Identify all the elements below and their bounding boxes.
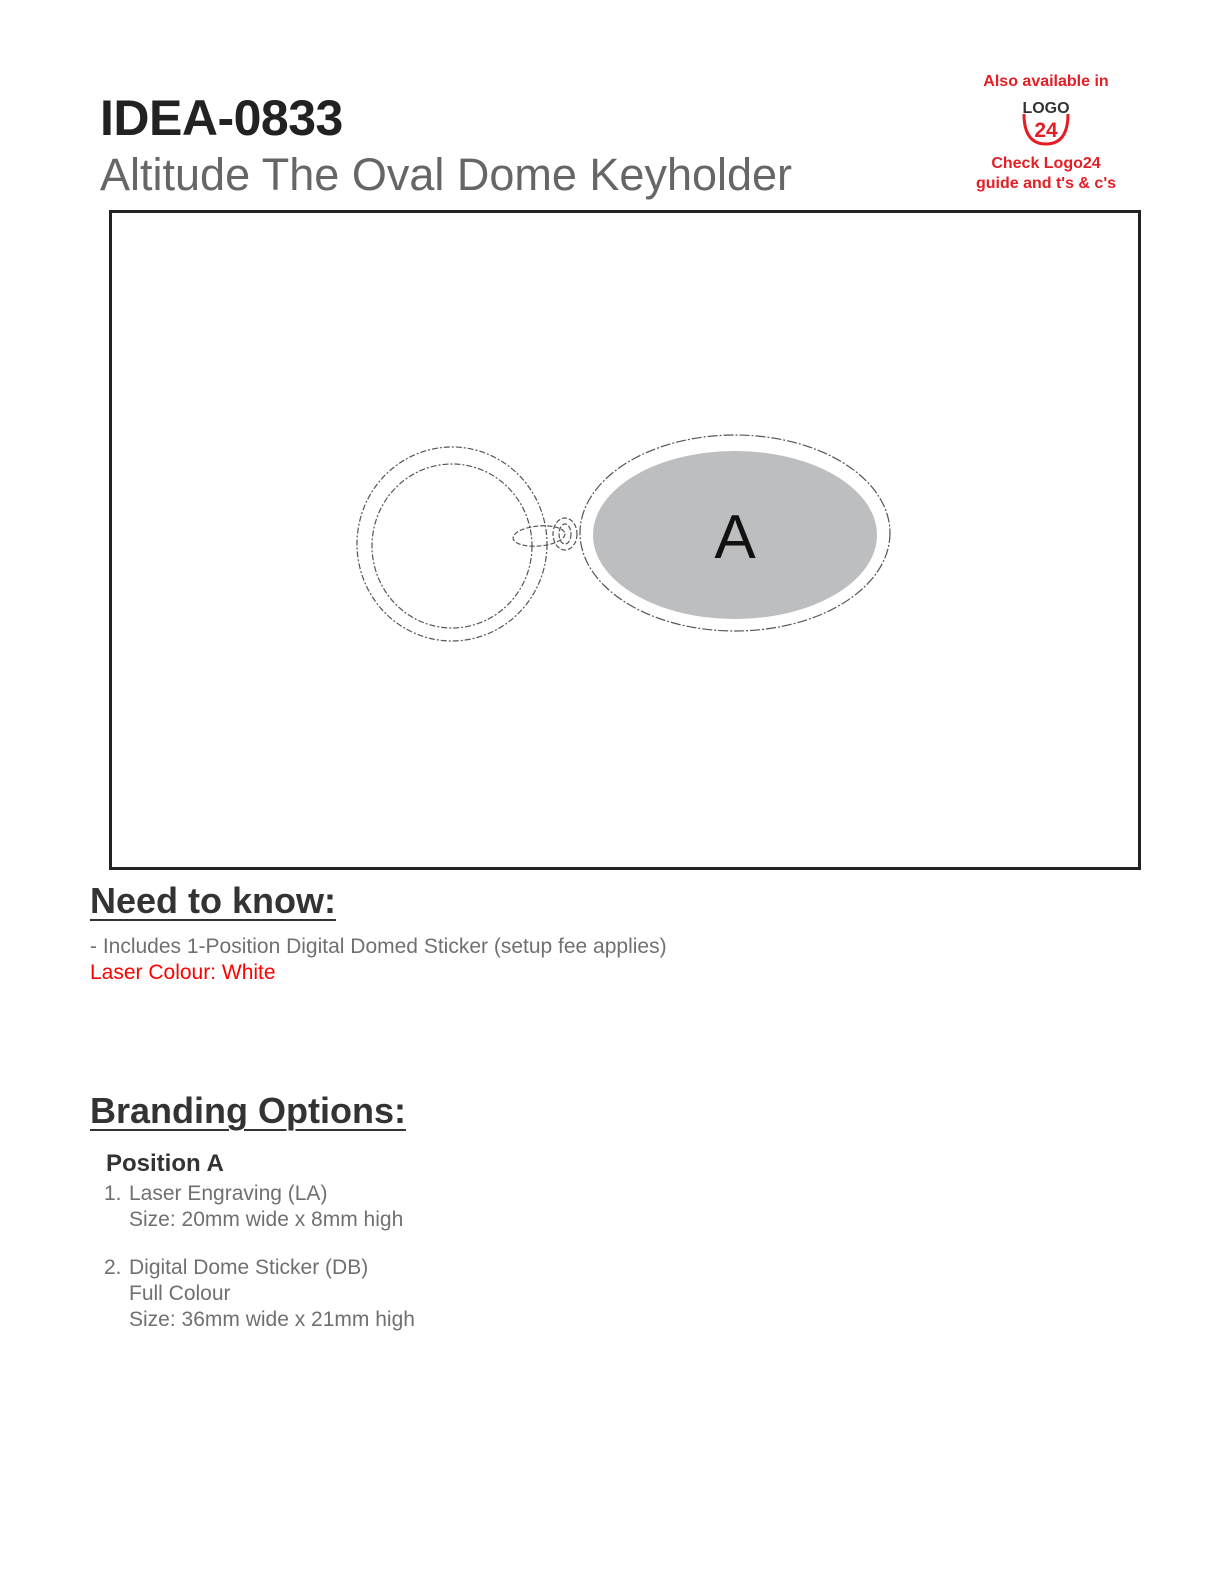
badge-line-guide: guide and t's & c's [975, 175, 1117, 192]
position-a-title: Position A [106, 1150, 224, 1177]
position-a-label: A [714, 503, 756, 572]
logo24-logo-text: LOGO [1022, 100, 1070, 117]
product-name: Altitude The Oval Dome Keyholder [100, 149, 793, 200]
product-code: IDEA-0833 [100, 90, 343, 146]
badge-line-check: Check Logo24 [991, 155, 1101, 172]
need-to-know-list [90, 934, 667, 986]
branding-option [104, 1181, 415, 1233]
option-method: Digital Dome Sticker (DB) [129, 1256, 369, 1279]
product-illustration-frame [109, 210, 1141, 870]
option-method: Laser Engraving (LA) [129, 1182, 328, 1205]
logo24-logo-number: 24 [1034, 119, 1058, 142]
option-size: Size: 36mm wide x 21mm high [129, 1308, 415, 1331]
option-size: Size: 20mm wide x 8mm high [129, 1208, 404, 1231]
branding-options-list [104, 1181, 415, 1355]
need-to-know-title: Need to know: [90, 880, 337, 921]
option-number: 2. [104, 1256, 122, 1279]
option-detail: Full Colour [129, 1282, 231, 1305]
keyholder-illustration [112, 213, 1138, 867]
branding-option [104, 1255, 415, 1333]
logo24-badge [946, 72, 1146, 194]
badge-line-available: Also available in [983, 73, 1109, 90]
need-to-know-item: - Includes 1-Position Digital Domed Sticker (setup fee applies) [90, 935, 667, 958]
logo24-logo [1011, 94, 1081, 150]
branding-options-title: Branding Options: [90, 1090, 406, 1131]
option-number: 1. [104, 1182, 122, 1205]
laser-colour-note: Laser Colour: White [90, 961, 276, 984]
